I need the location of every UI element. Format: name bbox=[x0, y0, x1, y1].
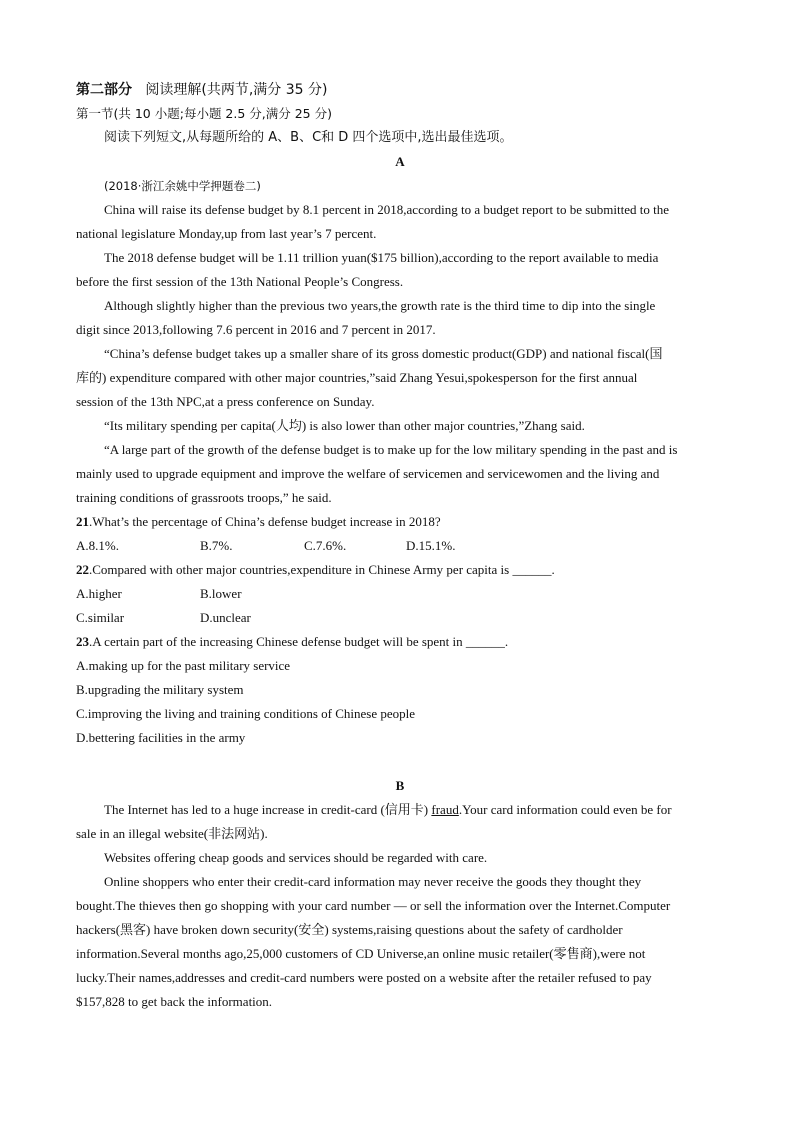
option-c[interactable]: C.7.6%. bbox=[304, 538, 347, 553]
passage-a-label: A bbox=[395, 154, 405, 169]
option-a[interactable]: A.8.1%. bbox=[76, 538, 119, 553]
passage-a-line: “A large part of the growth of the defense budget is to make up for the low military spending in the past and is bbox=[104, 442, 678, 457]
passage-b-label: B bbox=[395, 778, 405, 793]
document-content bbox=[76, 78, 724, 1014]
passage-b-line: sale in an illegal website(非法网站). bbox=[76, 826, 268, 841]
question-number: 21 bbox=[76, 514, 89, 529]
question-21-options bbox=[76, 534, 724, 558]
passage-b-line: hackers(黑客) have broken down security(安全) systems,raising questions about the safety of cardholder bbox=[76, 922, 623, 937]
passage-b-text: .Your card information could even be for bbox=[458, 802, 672, 817]
passage-b-line bbox=[76, 798, 724, 822]
section-title-rest: 阅读理解(共两节,满分 35 分) bbox=[145, 82, 328, 98]
passage-a-line: mainly used to upgrade equipment and improve the welfare of servicemen and servicewomen and the living and bbox=[76, 466, 660, 481]
question-23-stem bbox=[76, 630, 724, 654]
passage-a-line: Although slightly higher than the previous two years,the growth rate is the third time to dip into the single bbox=[104, 298, 656, 313]
question-22-options-row1 bbox=[76, 582, 724, 606]
question-stem: .Compared with other major countries,expenditure in Chinese Army per capita is ______. bbox=[89, 562, 555, 577]
underlined-word: fraud bbox=[431, 802, 459, 817]
section-title-bold: 第二部分 bbox=[76, 82, 132, 98]
question-21-stem bbox=[76, 510, 724, 534]
passage-a-line: before the first session of the 13th National People’s Congress. bbox=[76, 274, 404, 289]
passage-b-line: $157,828 to get back the information. bbox=[76, 994, 273, 1009]
option-d[interactable]: D.unclear bbox=[200, 610, 251, 625]
passage-a-line: training conditions of grassroots troops,” he said. bbox=[76, 490, 332, 505]
passage-b-body bbox=[76, 798, 724, 1014]
section-title bbox=[76, 78, 724, 102]
passage-a-line: 库的) expenditure compared with other major countries,”said Zhang Yesui,spokesperson for the first annual bbox=[76, 370, 638, 385]
passage-a-line: digit since 2013,following 7.6 percent in 2016 and 7 percent in 2017. bbox=[76, 322, 436, 337]
passage-b-line: Online shoppers who enter their credit-card information may never receive the goods they thought they bbox=[104, 874, 642, 889]
spacer bbox=[76, 750, 724, 774]
option-a[interactable]: A.making up for the past military service bbox=[76, 658, 291, 673]
passage-b-text: The Internet has led to a huge increase in credit-card (信用卡) bbox=[104, 802, 432, 817]
passage-a-body bbox=[76, 198, 724, 510]
option-b[interactable]: B.7%. bbox=[200, 538, 233, 553]
option-b[interactable]: B.lower bbox=[200, 586, 242, 601]
question-stem: .A certain part of the increasing Chinese defense budget will be spent in ______. bbox=[89, 634, 509, 649]
option-b[interactable]: B.upgrading the military system bbox=[76, 682, 244, 697]
question-number: 23 bbox=[76, 634, 89, 649]
passage-b-line: Websites offering cheap goods and services should be regarded with care. bbox=[104, 850, 488, 865]
option-d[interactable]: D.bettering facilities in the army bbox=[76, 730, 246, 745]
option-c[interactable]: C.improving the living and training conditions of Chinese people bbox=[76, 706, 416, 721]
passage-a-line: The 2018 defense budget will be 1.11 trillion yuan($175 billion),according to the report available to media bbox=[104, 250, 659, 265]
question-stem: .What’s the percentage of China’s defense budget increase in 2018? bbox=[89, 514, 441, 529]
passage-a-source: (2018·浙江余姚中学押题卷二) bbox=[104, 179, 261, 193]
passage-b-line: information.Several months ago,25,000 customers of CD Universe,an online music retailer(零售商),were not bbox=[76, 946, 646, 961]
passage-a-line: China will raise its defense budget by 8.1 percent in 2018,according to a budget report to be submitted to the bbox=[104, 202, 669, 217]
part1-title: 第一节(共 10 小题;每小题 2.5 分,满分 25 分) bbox=[76, 106, 332, 121]
passage-b-line: lucky.Their names,addresses and credit-card numbers were posted on a website after the retailer refused to pay bbox=[76, 970, 652, 985]
passage-b-line: bought.The thieves then go shopping with your card number — or sell the information over the Internet.Computer bbox=[76, 898, 671, 913]
option-d[interactable]: D.15.1%. bbox=[406, 538, 456, 553]
passage-a-line: session of the 13th NPC,at a press conference on Sunday. bbox=[76, 394, 375, 409]
option-a[interactable]: A.higher bbox=[76, 586, 122, 601]
passage-a-line: “China’s defense budget takes up a smaller share of its gross domestic product(GDP) and national fiscal(国 bbox=[104, 346, 663, 361]
option-c[interactable]: C.similar bbox=[76, 610, 125, 625]
question-number: 22 bbox=[76, 562, 89, 577]
question-22-stem bbox=[76, 558, 724, 582]
question-22-options-row2 bbox=[76, 606, 724, 630]
passage-a-line: “Its military spending per capita(人均) is also lower than other major countries,”Zhang said. bbox=[104, 418, 585, 433]
instruction-text: 阅读下列短文,从每题所给的 A、B、C和 D 四个选项中,选出最佳选项。 bbox=[104, 130, 513, 145]
passage-a-line: national legislature Monday,up from last year’s 7 percent. bbox=[76, 226, 377, 241]
